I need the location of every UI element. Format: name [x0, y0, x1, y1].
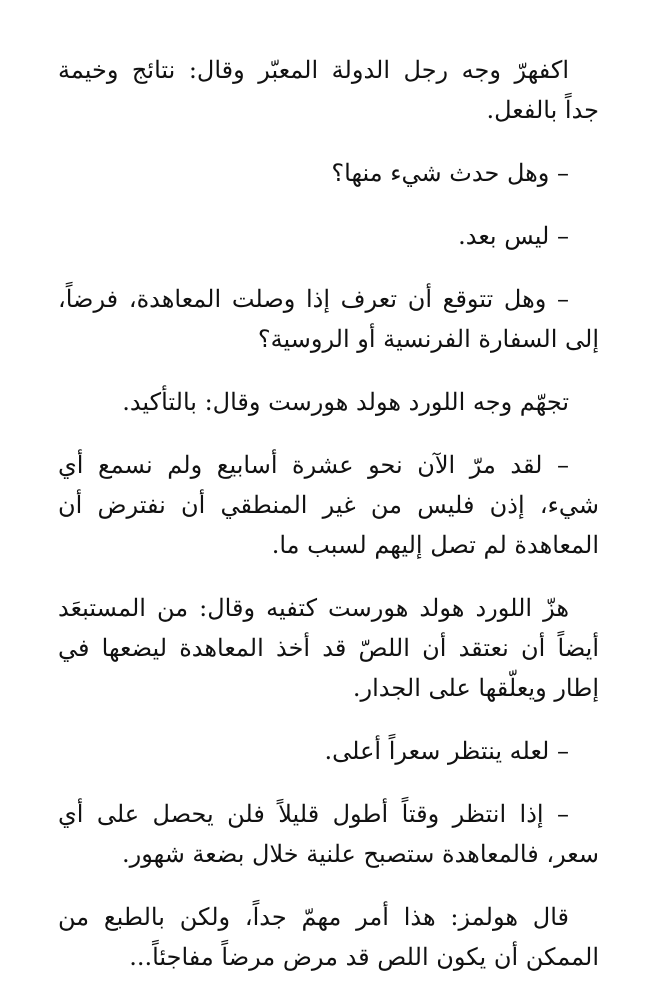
paragraph-dialogue: – لعله ينتظر سعراً أعلى. — [324, 737, 569, 765]
paragraph-narration: تجهّم وجه اللورد هولد هورست وقال: بالتأكيد. — [122, 388, 569, 416]
paragraph-dialogue: – لقد مرّ الآن نحو عشرة أسابيع ولم نسمع أي شيء، إذن فليس من غير المنطقي أن نفترض أن المعاهدة لم تصل إليهم لسبب ما. — [58, 451, 599, 559]
paragraph-dialogue: – وهل تتوقع أن تعرف إذا وصلت المعاهدة، فرضاً، إلى السفارة الفرنسية أو الروسية؟ — [58, 285, 599, 353]
paragraph-dialogue: – وهل حدث شيء منها؟ — [331, 159, 569, 187]
paragraph-dialogue: – إذا انتظر وقتاً أطول قليلاً فلن يحصل على أي سعر، فالمعاهدة ستصبح علنية خلال بضعة شهور. — [58, 800, 599, 868]
paragraph-dialogue: – ليس بعد. — [458, 222, 569, 250]
paragraph-narration: اكفهرّ وجه رجل الدولة المعبّر وقال: نتائج وخيمة جداً بالفعل. — [58, 56, 599, 124]
paragraph-narration: قال هولمز: هذا أمر مهمّ جداً، ولكن بالطبع من الممكن أن يكون اللص قد مرض مرضاً مفاجئاً... — [58, 903, 599, 971]
paragraph-narration: هزّ اللورد هولد هورست كتفيه وقال: من المستبعَد أيضاً أن نعتقد أن اللصّ قد أخذ المعاهدة ليضعها في إطار ويعلّقها على الجدار. — [58, 594, 599, 702]
